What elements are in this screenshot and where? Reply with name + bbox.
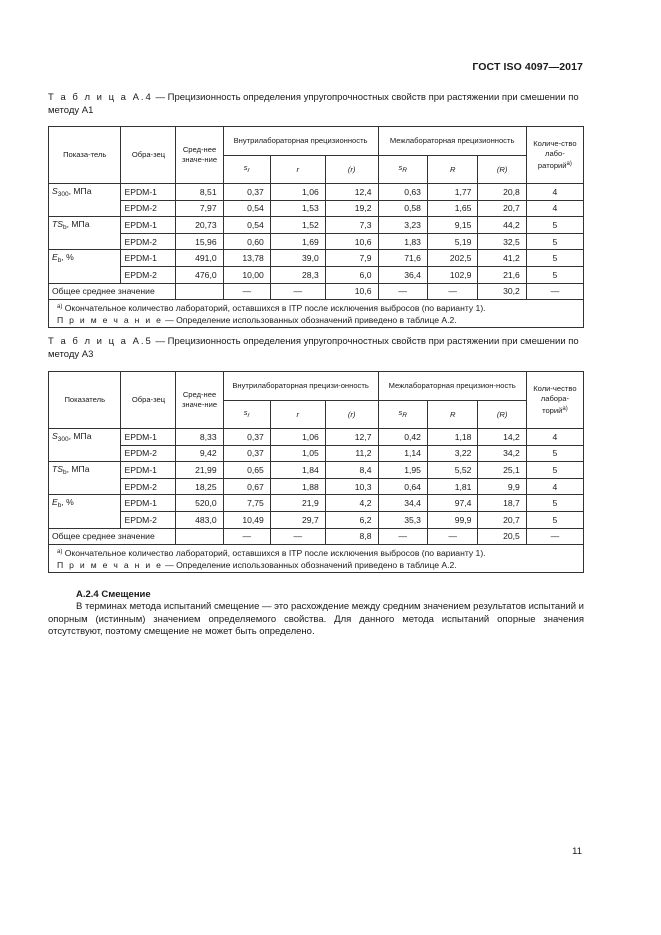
cell-sR: 0,63 xyxy=(378,184,427,201)
overall-label: Общее среднее значение xyxy=(49,528,176,545)
cell-sR: 1,83 xyxy=(378,233,427,250)
indicator-subscript: 300 xyxy=(57,436,69,443)
cell-r-rel: 6,0 xyxy=(325,266,378,283)
cell-r-rel: 6,2 xyxy=(325,511,378,528)
header-sR-symbol: s xyxy=(398,163,403,172)
cell-r: 1,05 xyxy=(270,445,325,462)
overall-r: — xyxy=(270,528,325,545)
indicator-unit: , МПа xyxy=(66,464,90,475)
indicator-unit: , % xyxy=(61,497,74,508)
note-label: П р и м е ч а н и е xyxy=(57,560,163,571)
cell-r: 1,88 xyxy=(270,478,325,495)
cell-labs: 5 xyxy=(526,445,583,462)
overall-r-rel: 10,6 xyxy=(325,283,378,300)
cell-r-rel: 7,9 xyxy=(325,250,378,267)
cell-R-rel: 20,7 xyxy=(478,511,526,528)
overall-labs: — xyxy=(526,283,583,300)
footnote-text: Окончательное количество лабораторий, оставшихся в ITP после исключения выбросов (по варианту 1). xyxy=(62,303,486,314)
header-mean: Сред-нее значе-ние xyxy=(176,372,223,429)
header-R: R xyxy=(427,156,478,184)
indicator-symbol: TS xyxy=(52,219,63,230)
cell-r-rel: 4,2 xyxy=(325,495,378,512)
indicator-cell xyxy=(49,429,121,462)
cell-r-rel: 10,3 xyxy=(325,478,378,495)
cell-r-rel: 12,4 xyxy=(325,184,378,201)
indicator-subscript: b xyxy=(57,257,62,265)
header-sR-sub: R xyxy=(402,167,407,174)
cell-r-rel: 7,3 xyxy=(325,217,378,234)
table-row xyxy=(49,429,584,446)
header-inter-lab: Межлабораторная прецизионность xyxy=(378,127,526,156)
table-a5-label: Т а б л и ц а А.5 xyxy=(48,336,153,347)
cell-labs: 5 xyxy=(526,217,583,234)
sample-cell: EPDM-1 xyxy=(121,495,176,512)
cell-R: 3,22 xyxy=(427,445,478,462)
indicator-subscript: 300 xyxy=(57,191,69,198)
footnote xyxy=(57,546,579,559)
indicator-unit: , МПа xyxy=(66,219,90,230)
header-r: r xyxy=(270,156,325,184)
cell-R: 1,65 xyxy=(427,200,478,217)
cell-mean: 7,97 xyxy=(176,200,223,217)
cell-sR: 35,3 xyxy=(378,511,427,528)
header-R-rel: (R) xyxy=(478,156,526,184)
cell-sr: 0,54 xyxy=(223,200,270,217)
cell-r-rel: 11,2 xyxy=(325,445,378,462)
cell-r: 1,53 xyxy=(270,200,325,217)
table-a4-caption xyxy=(48,92,584,117)
header-sR-symbol: s xyxy=(398,408,403,417)
overall-R: — xyxy=(427,528,478,545)
sample-cell: EPDM-1 xyxy=(121,429,176,446)
header-sR xyxy=(378,156,427,184)
overall-label: Общее среднее значение xyxy=(49,283,176,300)
cell-sr: 0,67 xyxy=(223,478,270,495)
cell-R-rel: 20,7 xyxy=(478,200,526,217)
sample-cell: EPDM-1 xyxy=(121,462,176,479)
cell-labs: 5 xyxy=(526,462,583,479)
overall-r: — xyxy=(270,283,325,300)
cell-r-rel: 10,6 xyxy=(325,233,378,250)
table-footnotes xyxy=(49,300,584,328)
cell-R-rel: 9,9 xyxy=(478,478,526,495)
cell-R: 99,9 xyxy=(427,511,478,528)
table-row xyxy=(49,217,584,234)
indicator-subscript: b xyxy=(57,502,62,510)
cell-sR: 3,23 xyxy=(378,217,427,234)
indicator-unit: , % xyxy=(61,252,74,263)
header-sR-sub: R xyxy=(402,412,407,419)
note-text: — Определение использованных обозначений приведено в таблице А.2. xyxy=(162,560,457,571)
indicator-symbol: E xyxy=(52,497,58,508)
cell-sr: 0,37 xyxy=(223,429,270,446)
cell-r: 1,06 xyxy=(270,429,325,446)
sample-cell: EPDM-2 xyxy=(121,200,176,217)
cell-sr: 0,54 xyxy=(223,217,270,234)
overall-sR: — xyxy=(378,528,427,545)
cell-sr: 0,60 xyxy=(223,233,270,250)
indicator-unit: , МПа xyxy=(68,186,92,196)
cell-mean: 8,51 xyxy=(176,184,223,201)
header-R: R xyxy=(427,401,478,429)
table-row xyxy=(49,462,584,479)
table-footnotes xyxy=(49,545,584,573)
footnote-mark: а) xyxy=(57,549,63,556)
cell-R-rel: 18,7 xyxy=(478,495,526,512)
section-paragraph: В терминах метода испытаний смещение — это расхождение между средним значением результатов испытаний и опорным (истинным) значением определяемого свойства. Для данного метода испытаний опорные значения отсутствуют, поэтому смещение не может быть определено. xyxy=(48,601,584,637)
table-row xyxy=(49,511,584,528)
cell-r: 28,3 xyxy=(270,266,325,283)
header-r: r xyxy=(270,401,325,429)
cell-sR: 36,4 xyxy=(378,266,427,283)
cell-R-rel: 34,2 xyxy=(478,445,526,462)
cell-sR: 34,4 xyxy=(378,495,427,512)
table-a4-label: Т а б л и ц а А.4 xyxy=(48,92,153,103)
cell-sr: 0,65 xyxy=(223,462,270,479)
header-indicator: Показа-тель xyxy=(49,127,121,184)
cell-R: 9,15 xyxy=(427,217,478,234)
cell-labs: 4 xyxy=(526,478,583,495)
overall-sr: — xyxy=(223,283,270,300)
cell-labs: 5 xyxy=(526,266,583,283)
table-a4-title: — Прецизионность определения упругопрочностных свойств при растяжении при смешении по методу А1 xyxy=(48,92,579,116)
sample-cell: EPDM-1 xyxy=(121,184,176,201)
cell-labs: 5 xyxy=(526,250,583,267)
cell-mean: 20,73 xyxy=(176,217,223,234)
header-mean: Сред-нее значе-ние xyxy=(176,127,223,184)
sample-cell: EPDM-2 xyxy=(121,478,176,495)
note-text: — Определение использованных обозначений приведено в таблице А.2. xyxy=(162,315,457,326)
cell-mean: 18,25 xyxy=(176,478,223,495)
cell-mean: 476,0 xyxy=(176,266,223,283)
cell-r: 39,0 xyxy=(270,250,325,267)
cell-R: 5,52 xyxy=(427,462,478,479)
table-row xyxy=(49,445,584,462)
table-a5-caption xyxy=(48,336,584,361)
header-labs-text: Количе-ство лабо-раторий xyxy=(533,139,577,170)
cell-R: 1,81 xyxy=(427,478,478,495)
cell-sr: 10,00 xyxy=(223,266,270,283)
cell-mean: 21,99 xyxy=(176,462,223,479)
cell-sR: 0,58 xyxy=(378,200,427,217)
overall-sR: — xyxy=(378,283,427,300)
cell-labs: 4 xyxy=(526,429,583,446)
indicator-cell xyxy=(49,250,121,283)
cell-r: 1,84 xyxy=(270,462,325,479)
table-row xyxy=(49,184,584,201)
cell-sR: 0,64 xyxy=(378,478,427,495)
table-a5 xyxy=(48,371,584,573)
table-a4 xyxy=(48,126,584,328)
cell-r: 1,06 xyxy=(270,184,325,201)
table-row xyxy=(49,233,584,250)
cell-r-rel: 19,2 xyxy=(325,200,378,217)
header-labs-footnote-mark: а) xyxy=(566,161,572,167)
standard-designation: ГОСТ ISO 4097—2017 xyxy=(472,61,583,73)
indicator-symbol: S xyxy=(52,431,58,441)
cell-sR: 71,6 xyxy=(378,250,427,267)
header-sample: Обра-зец xyxy=(121,127,176,184)
cell-R: 97,4 xyxy=(427,495,478,512)
cell-sr: 13,78 xyxy=(223,250,270,267)
cell-r-rel: 12,7 xyxy=(325,429,378,446)
overall-mean xyxy=(176,528,223,545)
cell-r: 29,7 xyxy=(270,511,325,528)
overall-labs: — xyxy=(526,528,583,545)
footnote-mark: а) xyxy=(57,304,63,311)
header-labs-text: Коли-чество лабора-торий xyxy=(533,384,577,415)
cell-mean: 491,0 xyxy=(176,250,223,267)
section-title: А.2.4 Смещение xyxy=(76,589,151,600)
header-labs xyxy=(526,372,583,429)
cell-R-rel: 32,5 xyxy=(478,233,526,250)
table-row xyxy=(49,200,584,217)
sample-cell: EPDM-1 xyxy=(121,217,176,234)
indicator-subscript: b xyxy=(62,224,67,232)
cell-sR: 0,42 xyxy=(378,429,427,446)
header-r-rel: (r) xyxy=(325,156,378,184)
overall-R-rel: 20,5 xyxy=(478,528,526,545)
cell-sr: 7,75 xyxy=(223,495,270,512)
header-sr-symbol: s xyxy=(243,408,248,417)
indicator-cell xyxy=(49,462,121,495)
cell-R: 1,18 xyxy=(427,429,478,446)
header-sr xyxy=(223,401,270,429)
indicator-cell xyxy=(49,495,121,528)
cell-R: 102,9 xyxy=(427,266,478,283)
cell-sR: 1,95 xyxy=(378,462,427,479)
cell-sr: 0,37 xyxy=(223,445,270,462)
header-R-rel: (R) xyxy=(478,401,526,429)
cell-mean: 9,42 xyxy=(176,445,223,462)
sample-cell: EPDM-2 xyxy=(121,266,176,283)
cell-r: 1,69 xyxy=(270,233,325,250)
cell-sR: 1,14 xyxy=(378,445,427,462)
overall-r-rel: 8,8 xyxy=(325,528,378,545)
overall-mean xyxy=(176,283,223,300)
sample-cell: EPDM-1 xyxy=(121,250,176,267)
footnote xyxy=(57,301,579,314)
header-labs xyxy=(526,127,583,184)
cell-labs: 4 xyxy=(526,200,583,217)
overall-R: — xyxy=(427,283,478,300)
overall-row xyxy=(49,528,584,545)
indicator-cell xyxy=(49,217,121,250)
sample-cell: EPDM-2 xyxy=(121,511,176,528)
header-sr-sub: r xyxy=(247,167,250,174)
table-a5-title: — Прецизионность определения упругопрочностных свойств при растяжении при смешении по методу А3 xyxy=(48,336,579,360)
cell-sr: 0,37 xyxy=(223,184,270,201)
indicator-subscript: b xyxy=(62,469,67,477)
table-row xyxy=(49,266,584,283)
indicator-cell xyxy=(49,184,121,217)
overall-sr: — xyxy=(223,528,270,545)
cell-R-rel: 20,8 xyxy=(478,184,526,201)
cell-mean: 483,0 xyxy=(176,511,223,528)
table-row xyxy=(49,478,584,495)
cell-labs: 5 xyxy=(526,511,583,528)
cell-R: 202,5 xyxy=(427,250,478,267)
indicator-symbol: S xyxy=(52,186,58,196)
cell-r-rel: 8,4 xyxy=(325,462,378,479)
cell-R-rel: 25,1 xyxy=(478,462,526,479)
cell-mean: 8,33 xyxy=(176,429,223,446)
header-sample: Обра-зец xyxy=(121,372,176,429)
indicator-symbol: E xyxy=(52,252,58,263)
table-row xyxy=(49,495,584,512)
header-inter-lab: Межлабораторная прецизион-ность xyxy=(378,372,526,401)
table-row xyxy=(49,250,584,267)
sample-cell: EPDM-2 xyxy=(121,445,176,462)
cell-r: 1,52 xyxy=(270,217,325,234)
cell-R: 1,77 xyxy=(427,184,478,201)
cell-R-rel: 21,6 xyxy=(478,266,526,283)
header-intra-lab: Внутрилабораторная прецизи-онность xyxy=(223,372,378,401)
cell-r: 21,9 xyxy=(270,495,325,512)
cell-mean: 520,0 xyxy=(176,495,223,512)
cell-labs: 5 xyxy=(526,233,583,250)
table-note xyxy=(57,314,579,326)
header-intra-lab: Внутрилабораторная прецизионность xyxy=(223,127,378,156)
cell-R-rel: 14,2 xyxy=(478,429,526,446)
page-number: 11 xyxy=(572,846,582,857)
note-label: П р и м е ч а н и е xyxy=(57,315,163,326)
indicator-unit: , МПа xyxy=(68,431,92,441)
overall-row xyxy=(49,283,584,300)
cell-mean: 15,96 xyxy=(176,233,223,250)
header-r-rel: (r) xyxy=(325,401,378,429)
cell-labs: 4 xyxy=(526,184,583,201)
header-labs-footnote-mark: а) xyxy=(562,406,568,412)
footnote-text: Окончательное количество лабораторий, оставшихся в ITP после исключения выбросов (по варианту 1). xyxy=(62,548,486,559)
table-note xyxy=(57,559,579,571)
sample-cell: EPDM-2 xyxy=(121,233,176,250)
header-indicator: Показатель xyxy=(49,372,121,429)
indicator-symbol: TS xyxy=(52,464,63,475)
cell-sr: 10,49 xyxy=(223,511,270,528)
cell-R-rel: 41,2 xyxy=(478,250,526,267)
cell-R-rel: 44,2 xyxy=(478,217,526,234)
cell-R: 5,19 xyxy=(427,233,478,250)
header-sr xyxy=(223,156,270,184)
cell-labs: 5 xyxy=(526,495,583,512)
header-sR xyxy=(378,401,427,429)
overall-R-rel: 30,2 xyxy=(478,283,526,300)
header-sr-sub: r xyxy=(247,412,250,419)
header-sr-symbol: s xyxy=(243,163,248,172)
